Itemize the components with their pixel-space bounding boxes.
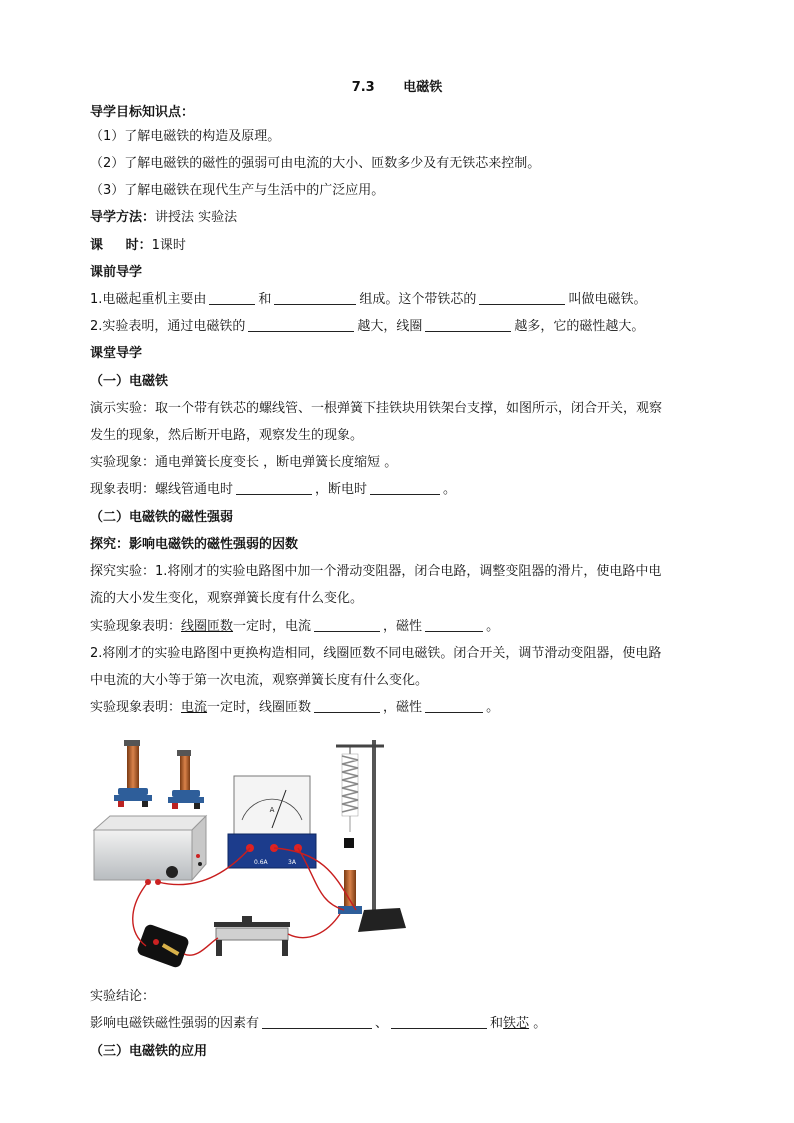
page-title [0,76,794,95]
method-line [90,208,237,228]
experiment-figure [88,732,428,982]
conclusion-text-c: 和 [490,1016,504,1031]
objective-3: （3）了解电磁铁在现代生产与生活中的广泛应用。 [90,183,385,198]
conclusion-text-a: 影响电磁铁磁性强弱的因素有 [90,1016,260,1031]
q2-text-a: 2.实验表明，通过电磁铁的 [90,319,246,334]
terminal-3-label: 3A [288,859,296,866]
period-value: 1课时 [151,238,186,253]
terminal-06-label: 0.6A [254,859,268,866]
conclusion-line [90,1014,546,1034]
experiment-1-line-1: 探究实验：1.将刚才的实验电路图中加一个滑动变阻器，闭合电路，调整变阻器的滑片，使电路中电 [90,564,662,579]
res1-text-a: 实验现象表明： [90,619,182,634]
experiment-2-line-2: 中电流的大小等于第一次电流，观察弹簧长度有什么变化。 [90,673,429,688]
section-1-heading: （一）电磁铁 [90,374,169,389]
objective-2: （2）了解电磁铁的磁性的强弱可由电流的大小、匝数多少及有无铁芯来控制。 [90,156,541,171]
res2-blank-2[interactable] [425,698,483,713]
q2-text-c: 越多，它的磁性越大。 [514,319,645,334]
q1-text-d: 叫做电磁铁。 [568,292,647,307]
switch [136,923,190,969]
result-2-line [90,698,499,718]
rheostat [214,916,290,956]
pre-question-1 [90,290,646,310]
classroom-heading: 课堂导学 [90,346,143,361]
q2-blank-2[interactable] [425,317,511,332]
res1-underlined: 线圈匝数 [181,619,234,634]
res2-text-c: ，磁性 [383,700,423,715]
conclusion-text-b: 、 [375,1016,389,1031]
res2-text-a: 实验现象表明： [90,700,182,715]
solenoid-3 [338,870,362,914]
spring [342,754,358,832]
res2-blank-1[interactable] [314,698,380,713]
q1-text-b: 和 [258,292,272,307]
q1-text-a: 1.电磁起重机主要由 [90,292,207,307]
shows-line [90,480,456,500]
pre-heading: 课前导学 [90,265,143,280]
q1-blank-1[interactable] [209,290,255,305]
res2-text-d: 。 [486,700,500,715]
period-label: 课 时： [90,238,152,253]
conclusion-label: 实验结论： [90,989,156,1004]
experiment-2-line-1: 2.将刚才的实验电路图中更换构造相同，线圈匝数不同电磁铁。闭合开关，调节滑动变阻器，使电路 [90,646,662,661]
objective-1: （1）了解电磁铁的构造及原理。 [90,129,281,144]
experiment-1-line-2: 流的大小发生变化，观察弹簧长度有什么变化。 [90,591,364,606]
shows-text-a: 现象表明：螺线管通电时 [90,482,234,497]
res1-blank-1[interactable] [314,617,380,632]
period-line [90,236,186,256]
q1-blank-2[interactable] [274,290,356,305]
shows-blank-2[interactable] [370,480,440,495]
ammeter-unit-label: A [269,806,275,814]
conclusion-underlined: 铁芯 [503,1016,530,1031]
method-value: 讲授法 实验法 [155,210,238,225]
res1-text-c: ，磁性 [383,619,423,634]
conclusion-blank-2[interactable] [391,1014,487,1029]
shows-text-c: 。 [443,482,457,497]
q2-text-b: 越大，线圈 [357,319,423,334]
q1-blank-3[interactable] [479,290,565,305]
section-3-heading: （三）电磁铁的应用 [90,1044,208,1059]
demo-line-1: 演示实验：取一个带有铁芯的螺线管、一根弹簧下挂铁块用铁架台支撑，如图所示，闭合开关，观察 [90,401,663,416]
conclusion-blank-1[interactable] [262,1014,372,1029]
solenoid-2 [168,750,204,809]
section-2-heading: （二）电磁铁的磁性强弱 [90,510,234,525]
res1-blank-2[interactable] [425,617,483,632]
demo-line-2: 发生的现象，然后断开电路，观察发生的现象。 [90,428,364,443]
res2-text-b: 一定时，线圈匝数 [207,700,312,715]
q1-text-c: 组成。这个带铁芯的 [359,292,477,307]
power-supply [94,816,206,885]
explore-heading: 探究：影响电磁铁的磁性强弱的因数 [90,537,299,552]
conclusion-text-d: 。 [529,1016,547,1031]
section-title: 电磁铁 [403,80,443,95]
q2-blank-1[interactable] [248,317,354,332]
shows-blank-1[interactable] [236,480,312,495]
method-label: 导学方法： [90,210,156,225]
section-number: 7.3 [351,80,375,95]
solenoid-1 [114,740,152,807]
shows-text-b: ，断电时 [315,482,368,497]
res1-text-b: 一定时，电流 [233,619,312,634]
phenomenon-line: 实验现象：通电弹簧长度变长 ，断电弹簧长度缩短 。 [90,455,398,470]
result-1-line [90,617,499,637]
res2-underlined: 电流 [181,700,208,715]
iron-block [344,838,354,848]
pre-question-2 [90,317,644,337]
objectives-heading: 导学目标知识点： [90,105,195,120]
res1-text-d: 。 [486,619,500,634]
